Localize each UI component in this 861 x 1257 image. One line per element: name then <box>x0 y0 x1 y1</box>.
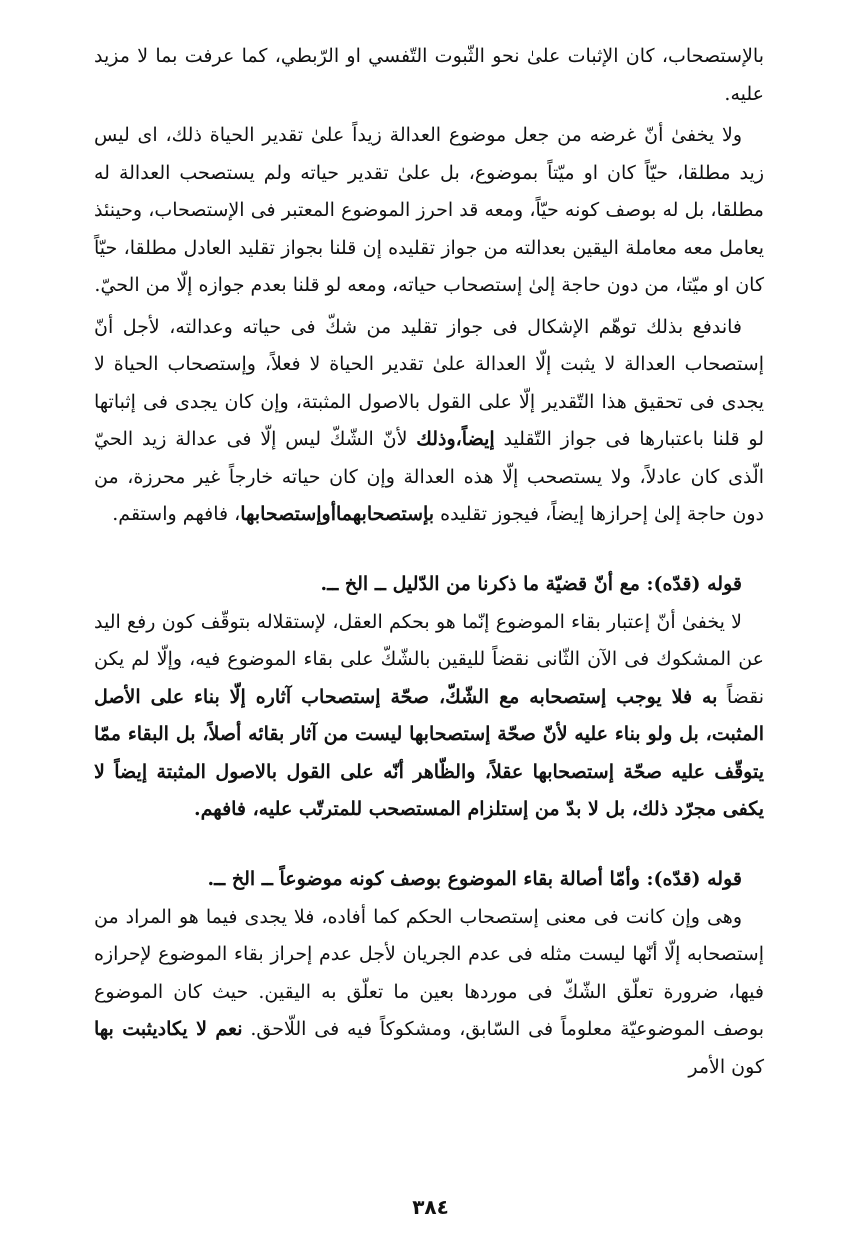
paragraph-4 <box>94 604 764 829</box>
paragraph-3-text-c: لأنّ الشّكّ ليس إلّا فى عدالة زيد الحيّ الّذى كان عادلاً، ولا يستصحب إلّا هذه العدالة وإن كان حياته خارجاً غير محرزة، من دون حاجة إلىٰ إحرازها إيضاً، فيجوز تقليده <box>94 428 764 525</box>
paragraph-3-text-e: ، فافهم واستقم. <box>112 503 241 525</box>
paragraph-5-bold: نعم لا يكاديثبت بها <box>94 1018 243 1040</box>
paragraph-2 <box>94 117 764 305</box>
paragraph-4-text: لا يخفىٰ أنّ إعتبار بقاء الموضوع إنّما هو بحكم العقل، لإستقلاله بتوقّف كون رفع اليد عن المشكوك فى الآن الثّانى نقضاً لليقين بالشّكّ على بقاء الموضوع فيه، وإلّا لم يكن نقضاً <box>94 610 765 708</box>
paragraph-5-text: وهى وإن كانت فى معنى إستصحاب الحكم كما أفاده، فلا يجدى فيما هو المراد من إستصحابه إلّا أنّها ليست مثله فى عدم الجريان لأجل عدم إحراز بقاء الموضوع لإحرازه فيها، ضرورة تعلّق الشّكّ فى موردها بعين ما تعلّق به اليقين. حيث كان الموضوع بوصف الموضوعيّة معلوماً فى السّابق، ومشكوكاً فيه فى اللّاحق. <box>94 905 764 1040</box>
paragraph-1-text: بالإستصحاب، كان الإثبات علىٰ نحو الثّبوت التّفسي او الرّبطي، كما عرفت بما لا مزيد عليه. <box>94 45 764 105</box>
paragraph-3-bold-b: بإستصحابهماأوإستصحابها <box>240 503 435 525</box>
paragraph-3 <box>94 309 764 534</box>
page-body <box>94 38 764 1086</box>
paragraph-1 <box>94 38 764 113</box>
section-heading-1: قوله (قدّه): مع أنّ قضيّة ما ذكرنا من الدّليل ــ الخ ــ. <box>320 572 742 595</box>
paragraph-2-text: ولا يخفىٰ أنّ غرضه من جعل موضوع العدالة زيداً علىٰ تقدير الحياة ذلك، اى ليس زيد مطلقا، حيّاً كان او ميّتاً بموضوع، بل علىٰ تقدير حياته ولم يستصحب العدالة له مطلقا، بل له بوصف كونه حيّاً، ومعه قد احرز الموضوع المعتبر فى الإستصحاب، وحينئذ يعامل معه معاملة اليقين بعدالته من جواز تقليده إن قلنا بجواز تقليد العادل مطلقا، حيّاً كان او ميّتا، من دون حاجة إلىٰ إستصحاب حياته، ومعه لو قلنا بعدم جوازه إلّا من الحيّ. <box>94 124 764 296</box>
section-heading-2: قوله (قدّه): وأمّا أصالة بقاء الموضوع بوصف كونه موضوعاً ــ الخ ــ. <box>207 867 742 890</box>
page-number: ٣٨٤ <box>412 1195 449 1219</box>
paragraph-5 <box>94 899 764 1087</box>
paragraph-3-bold-a: إيضاً،وذلك <box>416 428 495 450</box>
paragraph-3-text-a: فاندفع بذلك توهّم الإشكال فى جواز تقليد من شكّ فى حياته وعدالته، لأجل أنّ إستصحاب العدالة لا يثبت إلّا العدالة علىٰ تقدير الحياة لا فعلاً، وإستصحاب الحياة لا يجدى فى تحقيق هذا التّقدير إلّا على القول بالاصول المثبتة، وإن كان يجدى فى إثباتها لو قلنا باعتبارها فى جواز التّقليد <box>94 315 764 450</box>
paragraph-5-end: كون الأمر <box>688 1055 764 1078</box>
paragraph-4-bold: به فلا يوجب إستصحابه مع الشّكّ، صحّة إستصحاب آثاره إلّا بناء على الأصل المثبت، بل ولو بناء عليه لأنّ صحّة إستصحابها ليست من آثار بقائه أصلاً، بل البقاء ممّا يتوقّف عليه صحّة إستصحابها عقلاً، والظّاهر أنّه على القول بالاصول المثبتة إيضاً لا يكفى مجرّد ذلك، بل لا بدّ من إستلزام المستصحب للمترتّب عليه، فافهم. <box>94 685 764 820</box>
